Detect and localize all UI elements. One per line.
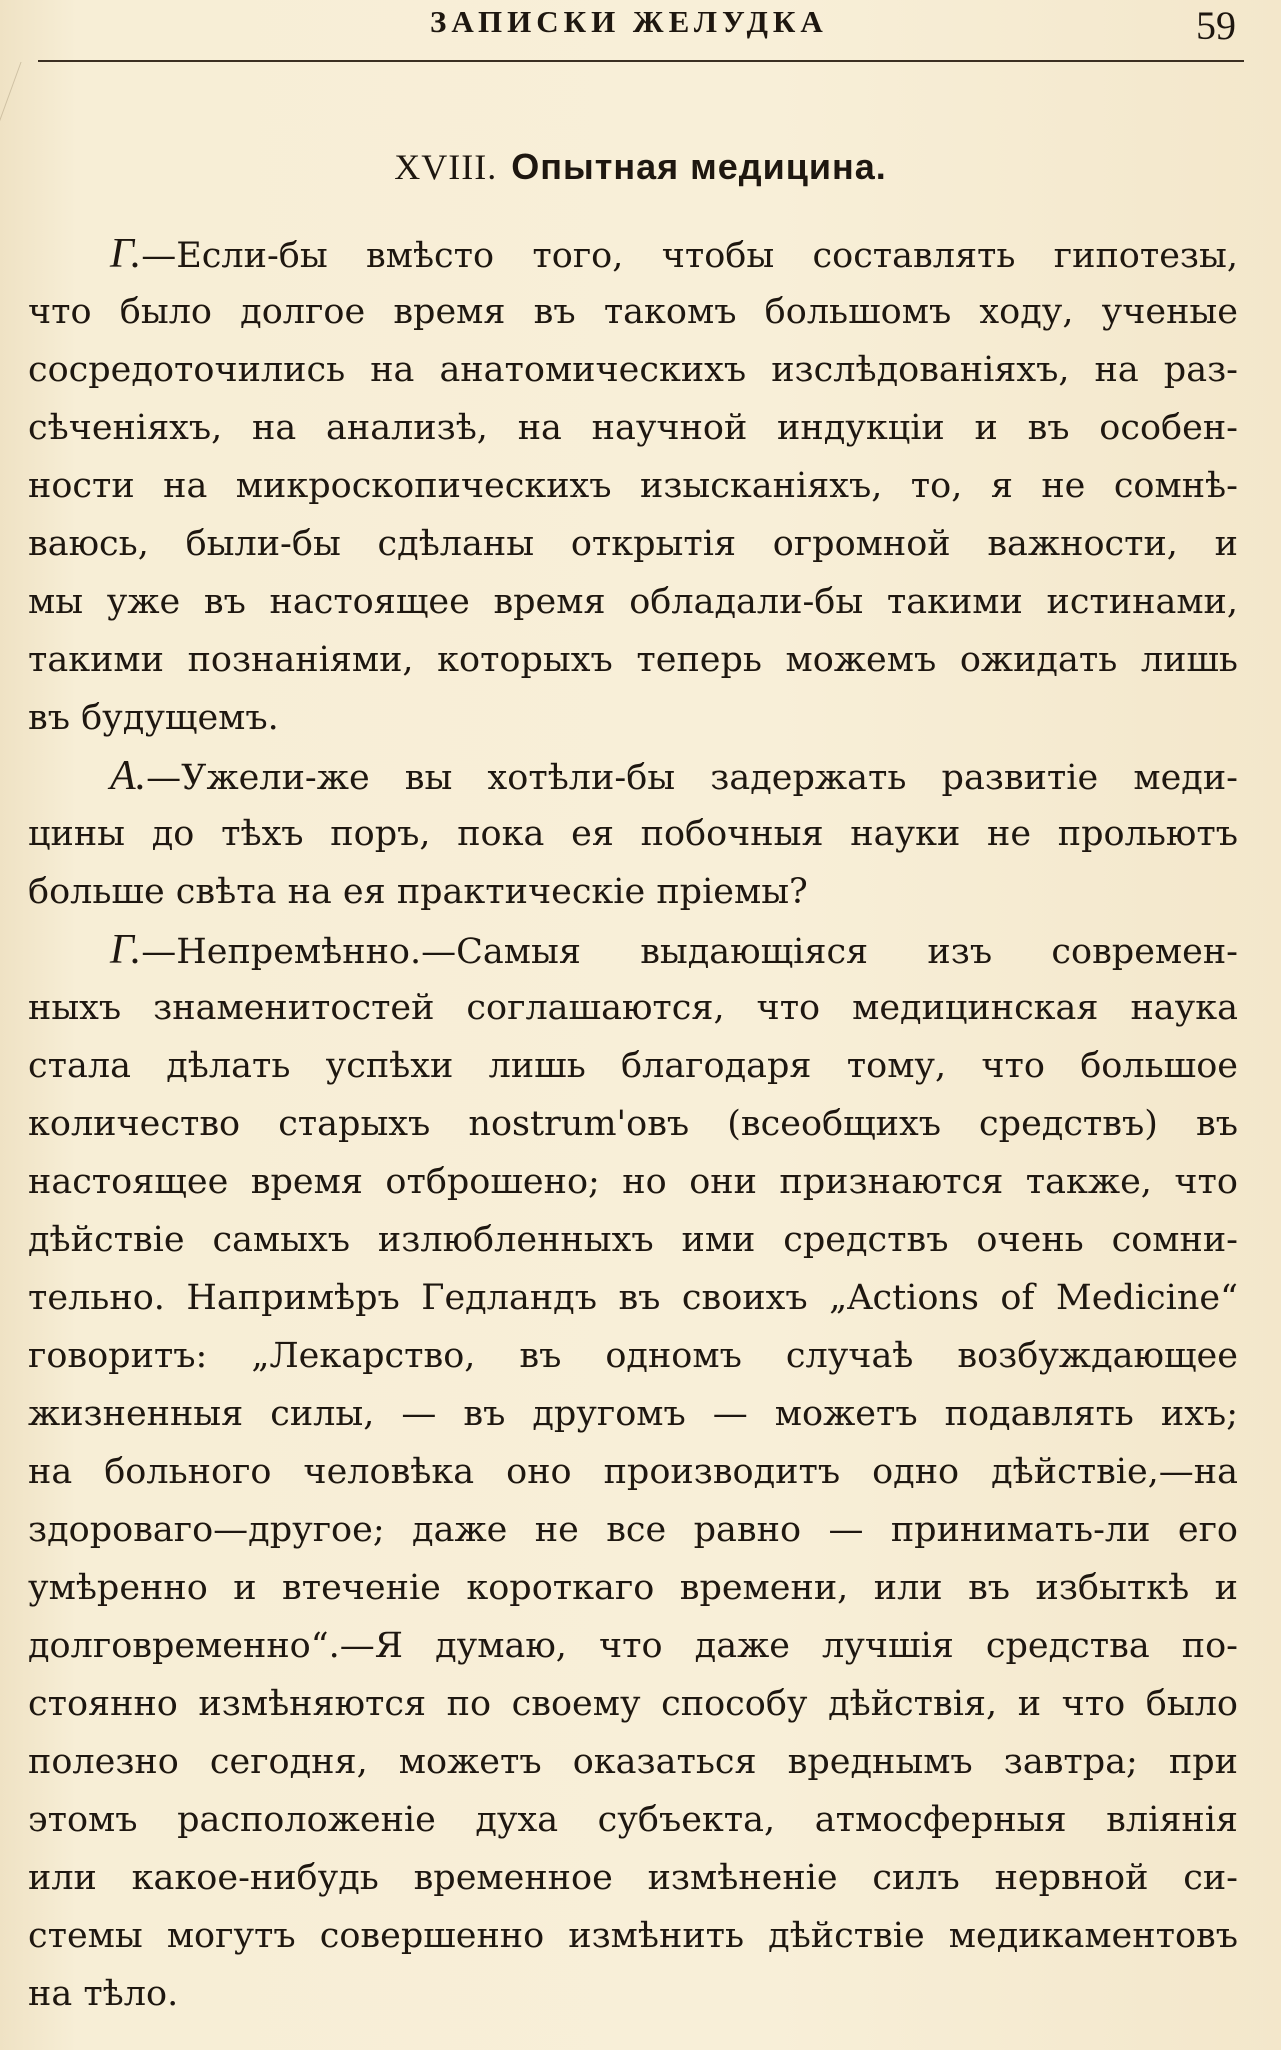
line-text: —Непремѣнно.—Самыя выдающiяся изъ современ- [141,932,1238,972]
header-rule [38,60,1244,62]
text-line: умѣренно и втеченiе короткаго времени, или въ избыткѣ и [28,1568,1238,1608]
text-line: ности на микроскопическихъ изысканiяхъ, то, я не сомнѣ- [28,466,1238,506]
text-line: ныхъ знаменитостей соглашаются, что медицинская наука [28,988,1238,1028]
text-line [110,748,1238,804]
margin-mark [0,62,62,142]
line-text: —Если-бы вмѣсто того, чтобы составлять гипотезы, [141,236,1238,276]
text-line: дѣйствiе самыхъ излюбленныхъ ими средствъ очень сомни- [28,1220,1238,1260]
text-line [110,922,1238,978]
text-line: полезно сегодня, можетъ оказаться вреднымъ завтра; при [28,1742,1238,1782]
speaker-label: А. [110,753,147,799]
line-text: —Ужели-же вы хотѣли-бы задержать развитiе меди- [146,758,1238,798]
running-head [0,0,1281,62]
text-line: стала дѣлать успѣхи лишь благодаря тому, что большое [28,1046,1238,1086]
text-line: жизненныя силы, — въ другомъ — можетъ подавлять ихъ; [28,1394,1238,1434]
speaker-label: Г. [110,231,142,277]
speaker-label: Г. [110,927,142,973]
text-line: говоритъ: „Лекарство, въ одномъ случаѣ возбуждающее [28,1336,1238,1376]
text-line: этомъ расположенiе духа субъекта, атмосферныя влiянiя [28,1800,1238,1840]
text-line: на больного человѣка оно производитъ одно дѣйствiе,—на [28,1452,1238,1492]
text-line: цины до тѣхъ поръ, пока ея побочныя науки не прольютъ [28,814,1238,854]
text-line: тельно. Напримѣръ Гедландъ въ своихъ „Actions of Medicine“ [28,1278,1238,1318]
page-number: 59 [1196,3,1236,48]
text-line [110,226,1238,282]
text-line: на тѣло. [28,1974,179,2014]
section-title-text: Опытная медицина. [511,146,887,187]
text-line: настоящее время отброшено; но они признаются также, что [28,1162,1238,1202]
section-title [0,146,1281,188]
text-line: мы уже въ настоящее время обладали-бы такими истинами, [28,582,1238,622]
text-line: такими познанiями, которыхъ теперь можемъ ожидать лишь [28,640,1238,680]
text-line: сосредоточились на анатомическихъ изслѣдованiяхъ, на раз- [28,350,1238,390]
text-line: количество старыхъ nostrum'овъ (всеобщихъ средствъ) въ [28,1104,1238,1144]
text-line: больше свѣта на ея практическiе прiемы? [28,872,808,912]
text-line: стоянно измѣняются по своему способу дѣйствiя, и что было [28,1684,1238,1724]
running-title: ЗАПИСКИ ЖЕЛУДКА [430,4,828,39]
text-line: что было долгое время въ такомъ большомъ ходу, ученые [28,292,1238,332]
text-line: долговременно“.—Я думаю, что даже лучшiя средства по- [28,1626,1238,1666]
text-line: ваюсь, были-бы сдѣланы открытiя огромной важности, и [28,524,1238,564]
section-number: XVIII. [394,147,498,187]
text-line: сѣченiяхъ, на анализѣ, на научной индукцiи и въ особен- [28,408,1238,448]
text-line: или какое-нибудь временное измѣненiе силъ нервной си- [28,1858,1238,1898]
text-line: здороваго—другое; даже не все равно — принимать-ли его [28,1510,1238,1550]
text-line: въ будущемъ. [28,698,279,738]
text-line: стемы могутъ совершенно измѣнить дѣйствiе медикаментовъ [28,1916,1238,1956]
